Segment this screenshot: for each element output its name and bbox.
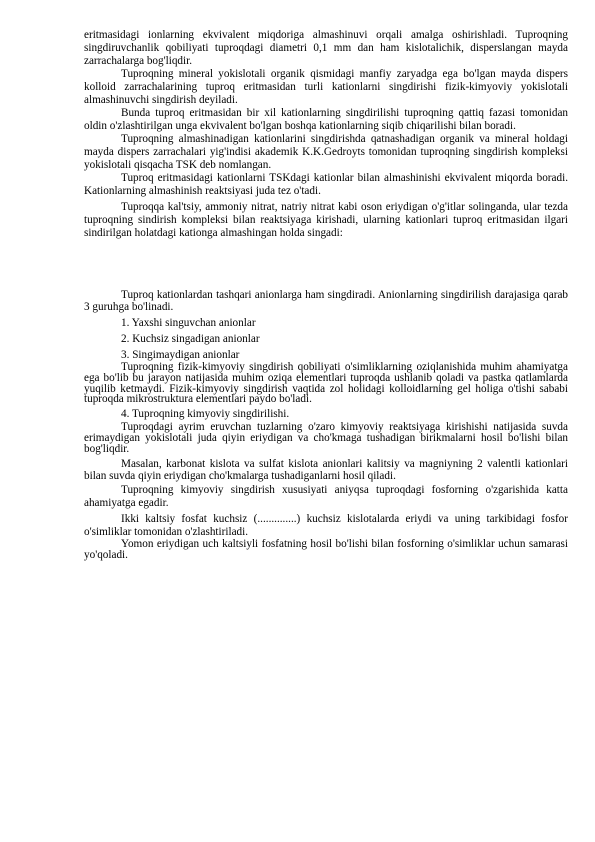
- paragraph-fertilizers: Tuproqqa kal'tsiy, ammoniy nitrat, natriy nitrat kabi oson eriydigan o'g'itlar solinganda, ular tezda tuproqning sindirish kompleksi bilan reaktsiyaga kirishadi, ularning kationlari tuproq eritmasidan ilgari sindirilgan holatdagi kationga almashingan holda singadi:: [84, 200, 568, 239]
- list-item-anion-2: 2. Kuchsiz singadigan anionlar: [121, 333, 260, 346]
- paragraph-tsk-definition: Tuproqning almashinadigan kationlarini singdirishda qatnashadigan organik va mineral holdagi mayda dispers zarrachalari yig'indisi akademik K.K.Gedroyts tomonidan tuproqning singdirish kompleksi yokislotali qisqacha TSK deb nomlangan.: [84, 133, 568, 172]
- paragraph-anions: Tuproq kationlardan tashqari anionlarga ham singdiradi. Anionlarning singdirilish darajasiga qarab 3 guruhga bo'linadi.: [84, 288, 568, 314]
- paragraph-chemical-reactions: Tuproqdagi ayrim eruvchan tuzlarning o'zaro kimyoviy reaktsiyaga kirishishi natijasida suvda erimaydigan yokislotali juda qiyin eriydigan va cho'kmaga tushadigan birikmalarni hosil bo'lishi bilan bog'liqdir.: [84, 421, 568, 455]
- paragraph-phosphorus: Tuproqning kimyoviy singdirish xususiyati aniyqsa tuproqdagi fosforning o'zgarishida katta ahamiyatga egadir.: [84, 484, 568, 510]
- paragraph-plant-nutrition: Tuproqning fizik-kimyoviy singdirish qobiliyati o'simliklarning oziqlanishida muhim ahamiyatga ega bo'lib bu jarayon natijasida muhim oziqa elementlari tuproqda ushlanib qoladi va pastka qatlamlarda yuqilib ketmaydi. Fizik-kimyoviy singdirish vaqtida zol holidagi kolloidlarning gel holiga o'tishi sababi tuproqda mikrostruktura elementlari paydo bo'ladi.: [84, 361, 568, 406]
- list-item-anion-1: 1. Yaxshi singuvchan anionlar: [121, 317, 256, 330]
- paragraph-tricalcium-phosphate: Yomon eriydigan uch kaltsiyli fosfatning hosil bo'lishi bilan fosforning o'simliklar uchun samarasi yo'qoladi.: [84, 537, 568, 561]
- paragraph-intro: eritmasidagi ionlarning ekvivalent miqdoriga almashinuvi orqali amalga oshirishladi. Tuproqning singdiruvchanlik qobiliyati tuproqdagi diametri 0,1 mm dan ham kislotalichik, disperslangan mayda zarrachalarga bog'liqdir.: [84, 29, 568, 67]
- section-heading-chemical-absorption: 4. Tuproqning kimyoviy singdirilishi.: [121, 408, 290, 421]
- document-page: [84, 29, 568, 561]
- paragraph-dicalcium-phosphate: Ikki kaltsiy fosfat kuchsiz (..............) kuchsiz kislotalarda eriydi va uning tarkibidagi fosfor o'simliklar tomonidan o'zlashtiriladi.: [84, 513, 568, 539]
- paragraph-carbonate-sulfate: Masalan, karbonat kislota va sulfat kislota anionlari kalitsiy va magniyning 2 valentli kationlari bilan suvda qiyin eriydigan cho'kmalarga tushadiganlarni hosil qiladi.: [84, 457, 568, 483]
- paragraph-exchange-rate: Tuproq eritmasidagi kationlarni TSKdagi kationlar bilan almashinishi ekvivalent miqorda boradi. Kationlarning almashinish reaktsiyasi juda tez o'tadi.: [84, 171, 568, 197]
- paragraph-mineral-organic: Tuproqning mineral yokislotali organik qismidagi manfiy zaryadga ega bo'lgan mayda dispers kolloid zarrachalarining tuproq eritmasidan turli kationlarni singdirishi fizik-kimyoviy yokislotali almashinuvchi singdirish deyiladi.: [84, 67, 568, 106]
- formula-blank-space: [84, 240, 568, 289]
- paragraph-solid-phase: Bunda tuproq eritmasidan bir xil kationlarning singdirilishi tuproqning qattiq fazasi tomonidan oldin o'zlashtirilgan unga ekvivalent bo'lgan boshqa kationlarning siqib chiqarilishi bilan boradi.: [84, 107, 568, 133]
- list-item-anion-3: 3. Singimaydigan anionlar: [121, 349, 240, 362]
